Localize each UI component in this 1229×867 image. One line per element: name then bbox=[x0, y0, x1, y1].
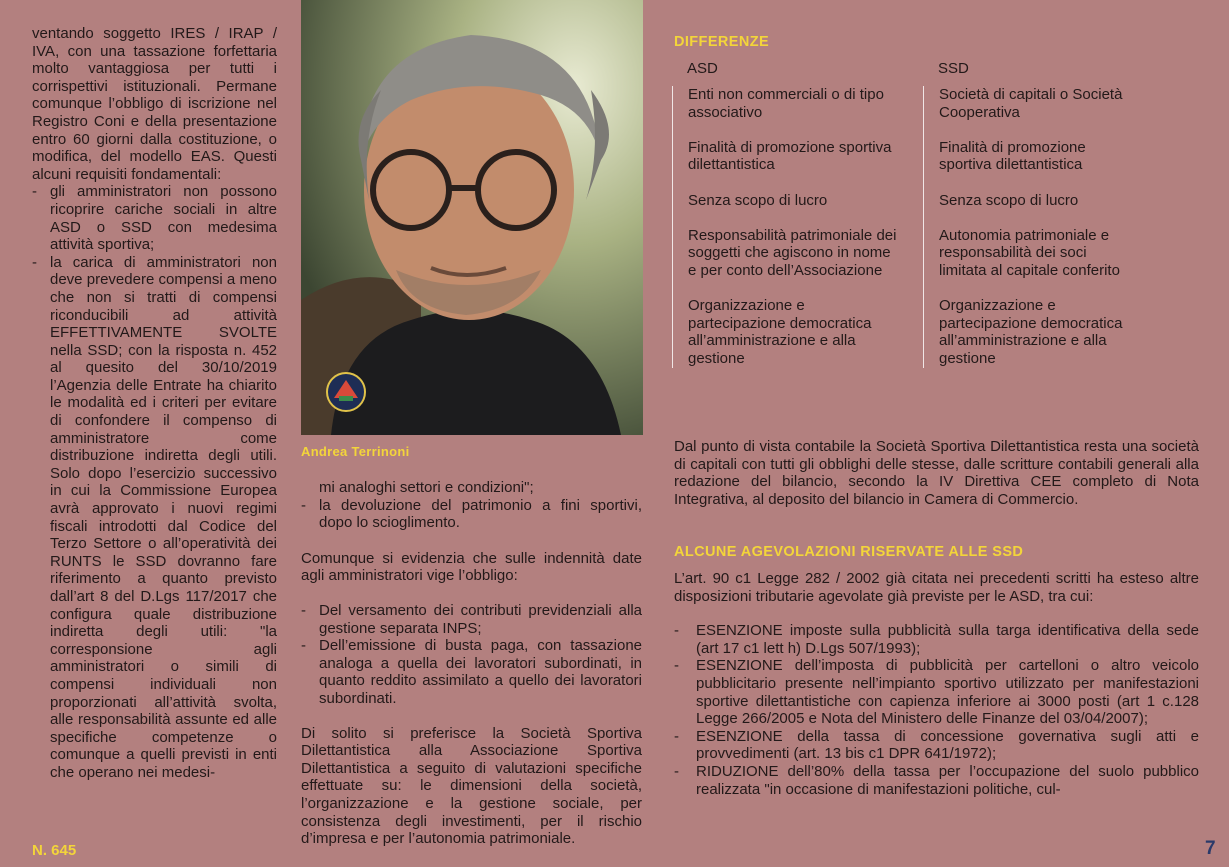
list-item: - Dell’emissione di busta paga, con tassazione analoga a quella dei lavoratori subordinati, in quanto reddito assimilato a quello dei lavoratori subordinati. bbox=[301, 637, 642, 707]
ssd-column bbox=[938, 60, 1138, 368]
photo-caption: Andrea Terrinoni bbox=[301, 444, 410, 459]
obligation-paragraph: Comunque si evidenzia che sulle indennità date agli amministratori vige l’obbligo: bbox=[301, 549, 642, 585]
ssd-item: Organizzazione e partecipazione democratica all’amministrazione e alla gestione bbox=[939, 297, 1123, 367]
ssd-item: Autonomia patrimoniale e responsabilità dei soci limitata al capitale conferito bbox=[939, 226, 1120, 279]
benefits-list bbox=[674, 622, 1199, 798]
page-number: 7 bbox=[1205, 838, 1216, 859]
ssd-item: Senza scopo di lucro bbox=[939, 191, 1079, 209]
asd-list bbox=[672, 86, 897, 368]
list-item: - Del versamento dei contributi previdenziali alla gestione separata INPS; bbox=[301, 602, 642, 637]
differences-title: DIFFERENZE bbox=[674, 34, 770, 50]
asd-column bbox=[687, 60, 897, 368]
asd-item: Organizzazione e partecipazione democratica all’amministrazione e alla gestione bbox=[688, 297, 872, 367]
benefits-title: ALCUNE AGEVOLAZIONI RISERVATE ALLE SSD bbox=[674, 544, 1024, 560]
list-continuation: mi analoghi settori e condizioni"; bbox=[319, 479, 534, 496]
requirements-list bbox=[32, 183, 277, 781]
asd-item: Responsabilità patrimoniale dei soggetti che agiscono in nome e per conto dell’Associazione bbox=[688, 226, 897, 279]
list-item: - RIDUZIONE dell’80% della tassa per l’occupazione del suolo pubblico realizzata "in occasione di manifestazioni politiche, cul- bbox=[674, 763, 1199, 798]
logo-badge-icon bbox=[327, 373, 365, 411]
portrait-photo bbox=[301, 0, 643, 435]
accounting-block bbox=[674, 438, 1199, 508]
list-item: - ESENZIONE dell’imposta di pubblicità per cartelloni o altro veicolo pubblicitario presente nell’impianto sportivo utilizzato per manifestazioni sportive dilettantistiche con capienza inferiore ai 3000 posti (art 1 c.128 Legge 266/2005 e Nota del Ministero delle Finanze del 03/04/2007); bbox=[674, 657, 1199, 727]
preference-paragraph: Di solito si preferisce la Società Sportiva Dilettantistica alla Associazione Sportiva Dilettantistica a seguito di valutazioni specifiche effettuate su: le dimensioni della società, l’organizzazione e la gestione sociale, per consistenza degli investimenti, per il rischio d’impresa e per l’autonomia patrimoniale. bbox=[301, 724, 642, 848]
asd-item: Enti non commerciali o di tipo associativo bbox=[688, 86, 884, 121]
list-item: - la devoluzione del patrimonio a fini sportivi, dopo lo scioglimento. bbox=[301, 497, 642, 532]
list-item: - ESENZIONE della tassa di concessione governativa sugli atti e provvedimenti (art. 13 bis c1 DPR 641/1972); bbox=[674, 728, 1199, 763]
obligation-list bbox=[301, 602, 642, 708]
asd-header: ASD bbox=[687, 60, 718, 77]
list-item: - gli amministratori non possono ricoprire cariche sociali in altre ASD o SSD con medesima attività sportiva; bbox=[32, 183, 277, 253]
benefits-intro: L’art. 90 c1 Legge 282 / 2002 già citata nei precedenti scritti ha esteso altre disposizioni tributarie agevolate già previste per le ASD, tra cui: bbox=[674, 570, 1199, 605]
asd-item: Senza scopo di lucro bbox=[688, 191, 828, 209]
ssd-header: SSD bbox=[938, 60, 969, 77]
list-item: - la carica di amministratori non deve prevedere compensi a meno che non si tratti di compensi riconducibili ad attività EFFETTIVAMENTE SVOLTE nella SSD; con la risposta n. 452 al quesito del 30/10/2019 l’Agenzia delle Entrate ha chiarito le modalità ed i criteri per evitare di confondere il compenso di amministratore come distribuzione indiretta degli utili. Solo dopo l’esercizio successivo in cui la Commissione Europea avrà approvato i nuovi regimi fiscali introdotti dal Codice del Terzo Settore o all’operatività dei RUNTS le SSD dovranno fare riferimento a quanto previsto dall’art 8 del D.Lgs 117/2017 che configura quale distribuzione indiretta degli utili: "la corresponsione agli amministratori o simili di compensi individuali non proporzionati all’attività svolta, alle responsabilità assunte ed alle specifiche competenze o comunque a quelli previsti in enti che operano nei medesi- bbox=[32, 254, 277, 782]
ssd-item: Società di capitali o Società Cooperativa bbox=[939, 86, 1123, 121]
accounting-paragraph: Dal punto di vista contabile la Società Sportiva Dilettantistica resta una società di capitali con tutti gli obblighi delle stesse, dalle scritture contabili generali alla redazione del bilancio, secondo la IV Direttiva CEE completo di Nota Integrativa, al deposito del bilancio in Camera di Commercio. bbox=[674, 438, 1199, 508]
list-item: - ESENZIONE imposte sulla pubblicità sulla targa identificativa della sede (art 17 c1 lett h) D.Lgs 507/1993); bbox=[674, 622, 1199, 657]
left-column bbox=[32, 25, 277, 782]
middle-column bbox=[301, 479, 642, 848]
portrait-illustration bbox=[301, 0, 643, 435]
ssd-list bbox=[923, 86, 1138, 368]
left-intro-paragraph: ventando soggetto IRES / IRAP / IVA, con una tassazione forfettaria molto vantaggiosa per tutti i corrispettivi istituzionali. Permane comunque l’obbligo di iscrizione nel Registro Coni e della presentazione entro 60 giorni dalla costituzione, o modifica, del modello EAS. Questi alcuni requisiti fondamentali: bbox=[32, 25, 277, 183]
devolution-list bbox=[301, 497, 642, 532]
asd-item: Finalità di promozione sportiva dilettantistica bbox=[688, 138, 892, 174]
benefits-block bbox=[674, 570, 1199, 798]
issue-number: N. 645 bbox=[32, 842, 77, 859]
ssd-item: Finalità di promozione sportiva dilettantistica bbox=[939, 138, 1086, 174]
